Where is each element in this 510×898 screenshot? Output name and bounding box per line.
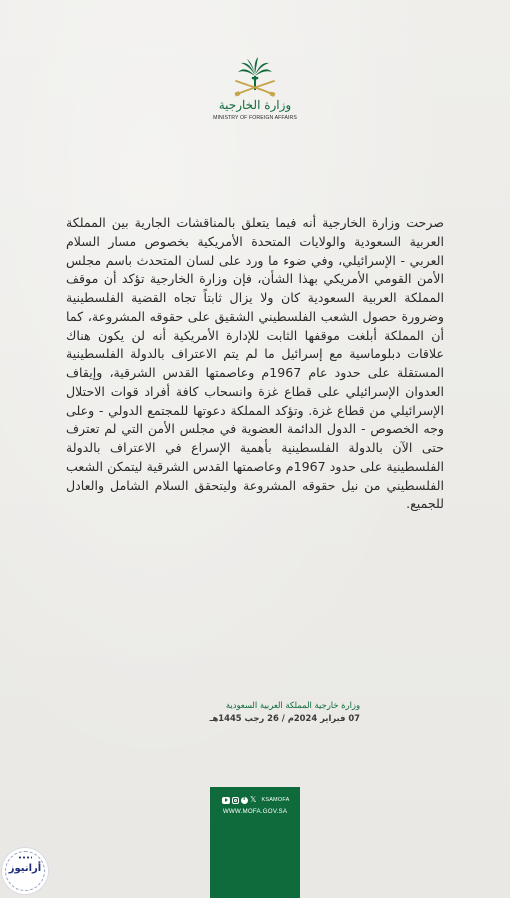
instagram-icon[interactable] (232, 797, 239, 804)
signature-date: 07 فبراير 2024م / 26 رجب 1445هـ (209, 713, 360, 723)
footer-bar (210, 787, 300, 898)
statement-body: صرحت وزارة الخارجية أنه فيما يتعلق بالمناقشات الجارية بين المملكة العربية السعودية والولايات المتحدة الأمريكية بخصوص مسار السلام العربي - الإسرائيلي، وفي ضوء ما ورد على لسان المتحدث باسم مجلس الأمن القومي الأمريكي بهذا الشأن، فإن وزارة الخارجية تؤكد أن موقف المملكة العربية السعودية كان ولا يزال ثابتاً تجاه القضية الفلسطينية وضرورة حصول الشعب الفلسطيني الشقيق على حقوقه المشروعة، كما أن المملكة أبلغت موقفها الثابت للإدارة الأمريكية أنه لن يكون هناك علاقات دبلوماسية مع إسرائيل ما لم يتم الاعتراف بالدولة الفلسطينية المستقلة على حدود عام 1967م وعاصمتها القدس الشرقية، وإيقاف العدوان الإسرائيلي على قطاع غزة وانسحاب كافة أفراد قوات الاحتلال الإسرائيلي من قطاع غزة. وتؤكد المملكة دعوتها للمجتمع الدولي - وعلى وجه الخصوص - الدول الدائمة العضوية في مجلس الأمن التي لم تعترف حتى الآن بالدولة الفلسطينية بأهمية الإسراع في الاعتراف بالدولة الفلسطينية على حدود 1967م وعاصمتها القدس الشرقية ليتمكن الشعب الفلسطيني من نيل حقوقه المشروعة وليتحقق السلام الشامل والعادل للجميع. (66, 215, 445, 512)
youtube-icon[interactable] (222, 797, 230, 804)
saudi-emblem-icon (224, 56, 286, 100)
social-handle[interactable]: KSAMOFA (261, 797, 290, 803)
watermark-text: أرانيوز (8, 863, 42, 874)
ministry-name-arabic: وزارة الخارجية (218, 98, 292, 112)
facebook-icon[interactable] (241, 797, 248, 804)
signature-name: وزارة خارجية المملكة العربية السعودية (225, 700, 360, 710)
x-icon[interactable]: 𝕏 (250, 795, 257, 804)
website-link[interactable]: WWW.MOFA.GOV.SA (222, 808, 288, 815)
badge-dots (18, 856, 32, 859)
signature-block (150, 698, 360, 725)
social-row (222, 796, 290, 804)
watermark-badge (2, 848, 48, 894)
ministry-name-english: MINISTRY OF FOREIGN AFFAIRS (213, 115, 297, 121)
